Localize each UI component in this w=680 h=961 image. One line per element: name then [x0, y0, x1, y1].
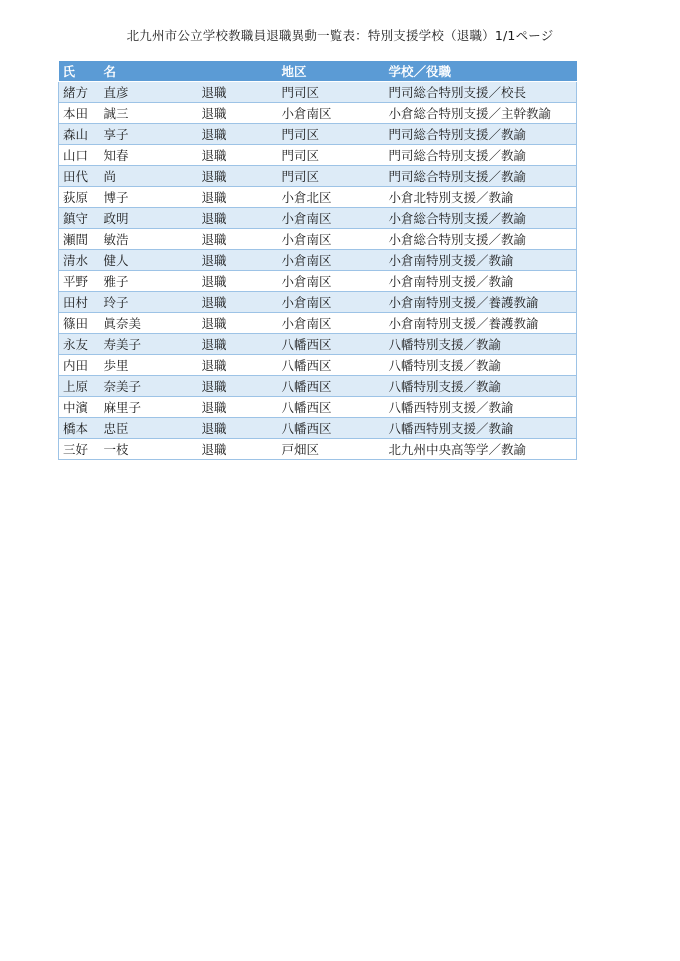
cell-action: 退職: [198, 166, 278, 187]
cell-surname: 緒方: [59, 82, 100, 103]
cell-surname: 清水: [59, 250, 100, 271]
table-row: [59, 439, 577, 460]
table-row: [59, 82, 577, 103]
cell-surname: 橋本: [59, 418, 100, 439]
cell-district: 八幡西区: [278, 334, 385, 355]
cell-district: 戸畑区: [278, 439, 385, 460]
cell-school: 小倉総合特別支援／教諭: [385, 208, 577, 229]
cell-action: 退職: [198, 292, 278, 313]
cell-surname: 中濱: [59, 397, 100, 418]
cell-given-name: 麻里子: [100, 397, 198, 418]
cell-school: 門司総合特別支援／校長: [385, 82, 577, 103]
cell-district: 小倉北区: [278, 187, 385, 208]
table-row: [59, 313, 577, 334]
cell-surname: 三好: [59, 439, 100, 460]
cell-action: 退職: [198, 229, 278, 250]
cell-district: 八幡西区: [278, 418, 385, 439]
cell-action: 退職: [198, 439, 278, 460]
table-header: [59, 61, 577, 82]
cell-surname: 田村: [59, 292, 100, 313]
table-row: [59, 376, 577, 397]
cell-district: 八幡西区: [278, 376, 385, 397]
cell-district: 門司区: [278, 82, 385, 103]
cell-given-name: 奈美子: [100, 376, 198, 397]
table-row: [59, 418, 577, 439]
cell-given-name: 健人: [100, 250, 198, 271]
cell-surname: 篠田: [59, 313, 100, 334]
cell-school: 小倉南特別支援／教諭: [385, 250, 577, 271]
cell-action: 退職: [198, 187, 278, 208]
cell-district: 門司区: [278, 124, 385, 145]
cell-given-name: 玲子: [100, 292, 198, 313]
table-row: [59, 334, 577, 355]
cell-action: 退職: [198, 82, 278, 103]
cell-given-name: 享子: [100, 124, 198, 145]
cell-district: 小倉南区: [278, 208, 385, 229]
cell-school: 門司総合特別支援／教諭: [385, 166, 577, 187]
cell-district: 門司区: [278, 166, 385, 187]
cell-given-name: 寿美子: [100, 334, 198, 355]
cell-surname: 本田: [59, 103, 100, 124]
cell-given-name: 誠三: [100, 103, 198, 124]
table-row: [59, 124, 577, 145]
cell-school: 小倉南特別支援／教諭: [385, 271, 577, 292]
cell-action: 退職: [198, 208, 278, 229]
cell-given-name: 知春: [100, 145, 198, 166]
table-row: [59, 166, 577, 187]
cell-school: 門司総合特別支援／教諭: [385, 145, 577, 166]
table-row: [59, 355, 577, 376]
cell-school: 北九州中央高等学／教諭: [385, 439, 577, 460]
cell-school: 小倉北特別支援／教諭: [385, 187, 577, 208]
cell-action: 退職: [198, 124, 278, 145]
table-row: [59, 187, 577, 208]
cell-surname: 森山: [59, 124, 100, 145]
cell-given-name: 眞奈美: [100, 313, 198, 334]
cell-school: 小倉総合特別支援／主幹教諭: [385, 103, 577, 124]
page-title: 北九州市公立学校教職員退職異動一覧表：特別支援学校（退職）1/1ページ: [126, 28, 554, 43]
cell-given-name: 歩里: [100, 355, 198, 376]
table-row: [59, 229, 577, 250]
cell-school: 八幡特別支援／教諭: [385, 376, 577, 397]
cell-surname: 荻原: [59, 187, 100, 208]
cell-school: 八幡特別支援／教諭: [385, 334, 577, 355]
cell-action: 退職: [198, 250, 278, 271]
cell-school: 門司総合特別支援／教諭: [385, 124, 577, 145]
cell-given-name: 敏浩: [100, 229, 198, 250]
cell-school: 小倉南特別支援／養護教諭: [385, 313, 577, 334]
header-action: [198, 61, 278, 82]
header-district: 地区: [278, 61, 385, 82]
retirement-table: [58, 61, 577, 460]
table-row: [59, 292, 577, 313]
cell-action: 退職: [198, 355, 278, 376]
cell-district: 小倉南区: [278, 292, 385, 313]
header-surname: 氏: [59, 61, 100, 82]
cell-district: 門司区: [278, 145, 385, 166]
cell-district: 小倉南区: [278, 313, 385, 334]
header-school: 学校／役職: [385, 61, 577, 82]
cell-action: 退職: [198, 397, 278, 418]
cell-given-name: 忠臣: [100, 418, 198, 439]
header-given-name: 名: [100, 61, 198, 82]
cell-school: 八幡西特別支援／教諭: [385, 397, 577, 418]
table-row: [59, 103, 577, 124]
cell-district: 小倉南区: [278, 271, 385, 292]
cell-surname: 内田: [59, 355, 100, 376]
cell-given-name: 尚: [100, 166, 198, 187]
cell-action: 退職: [198, 103, 278, 124]
cell-given-name: 博子: [100, 187, 198, 208]
table-row: [59, 250, 577, 271]
cell-action: 退職: [198, 313, 278, 334]
cell-action: 退職: [198, 271, 278, 292]
cell-given-name: 雅子: [100, 271, 198, 292]
cell-surname: 鎮守: [59, 208, 100, 229]
cell-school: 小倉南特別支援／養護教諭: [385, 292, 577, 313]
cell-school: 八幡西特別支援／教諭: [385, 418, 577, 439]
cell-surname: 平野: [59, 271, 100, 292]
cell-action: 退職: [198, 376, 278, 397]
cell-school: 八幡特別支援／教諭: [385, 355, 577, 376]
cell-surname: 瀬間: [59, 229, 100, 250]
cell-surname: 田代: [59, 166, 100, 187]
cell-given-name: 一枝: [100, 439, 198, 460]
table-row: [59, 397, 577, 418]
cell-surname: 上原: [59, 376, 100, 397]
cell-surname: 永友: [59, 334, 100, 355]
table-row: [59, 208, 577, 229]
cell-district: 小倉南区: [278, 250, 385, 271]
table-row: [59, 145, 577, 166]
cell-given-name: 政明: [100, 208, 198, 229]
cell-district: 小倉南区: [278, 103, 385, 124]
cell-action: 退職: [198, 334, 278, 355]
cell-surname: 山口: [59, 145, 100, 166]
cell-district: 小倉南区: [278, 229, 385, 250]
table-row: [59, 271, 577, 292]
header-row: [59, 61, 577, 82]
cell-district: 八幡西区: [278, 355, 385, 376]
cell-school: 小倉総合特別支援／教諭: [385, 229, 577, 250]
cell-given-name: 直彦: [100, 82, 198, 103]
cell-action: 退職: [198, 145, 278, 166]
cell-action: 退職: [198, 418, 278, 439]
table-body: [59, 82, 577, 460]
cell-district: 八幡西区: [278, 397, 385, 418]
